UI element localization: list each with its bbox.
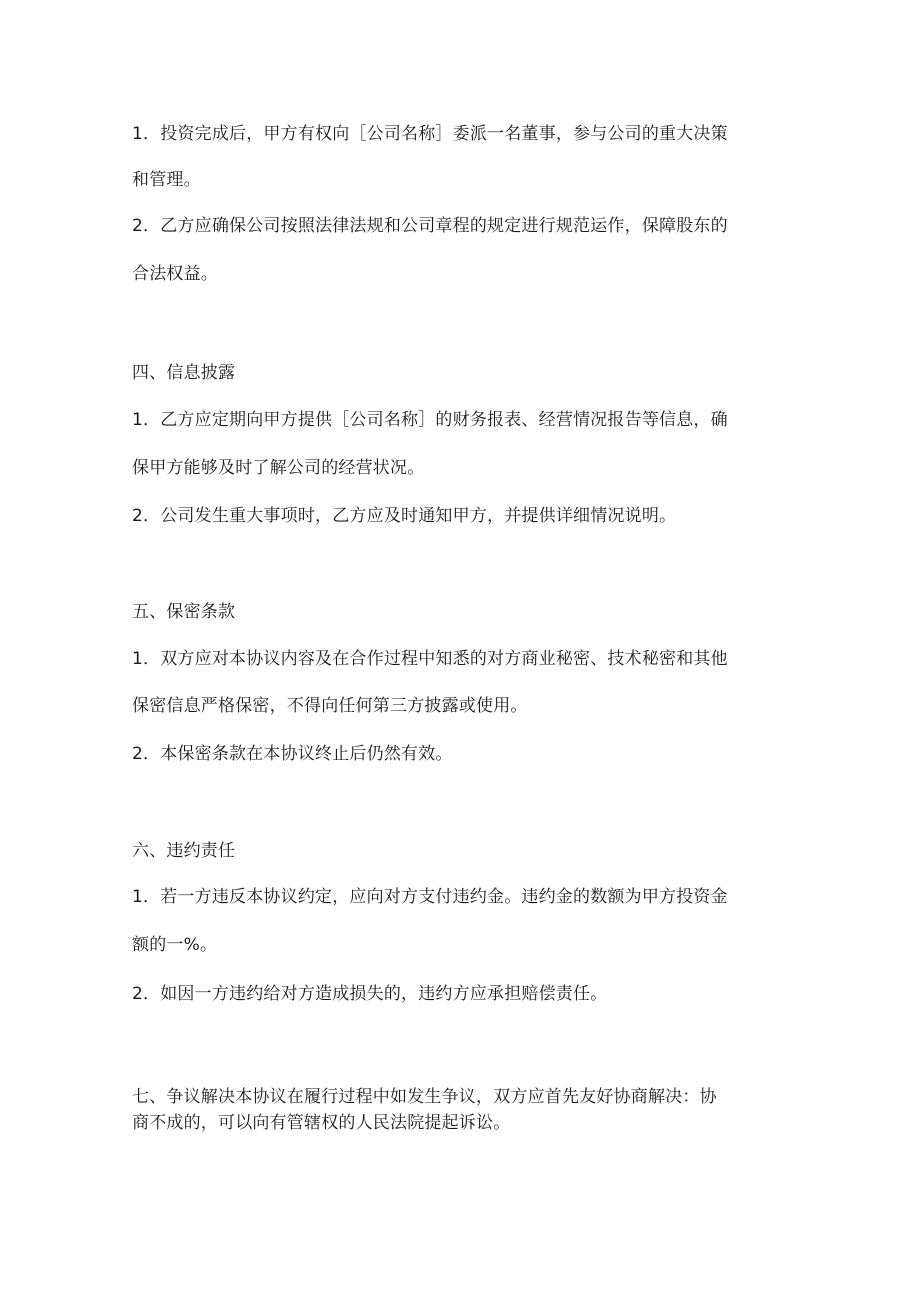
section6-item1-line1: 1．若一方违反本协议约定，应向对方支付违约金。违约金的数额为甲方投资金 [132,887,728,907]
section5-heading: 五、保密条款 [132,602,236,622]
section3-item1-line2: 和管理。 [132,170,201,190]
section3-item1-line1: 1．投资完成后，甲方有权向［公司名称］委派一名董事，参与公司的重大决策 [132,124,728,144]
section4-item1-line2: 保甲方能够及时了解公司的经营状况。 [132,458,425,478]
section7-line2: 商不成的，可以向有管辖权的人民法院提起诉讼。 [132,1113,511,1133]
section4-heading: 四、信息披露 [132,363,236,383]
section3-item2-line2: 合法权益。 [132,264,218,284]
section5-item1-line1: 1．双方应对本协议内容及在合作过程中知悉的对方商业秘密、技术秘密和其他 [132,649,728,669]
section5-item2-line1: 2．本保密条款在本协议终止后仍然有效。 [132,744,453,764]
section6-item1-line2: 额的一%。 [132,935,218,955]
section7-line1: 七、争议解决本协议在履行过程中如发生争议，双方应首先友好协商解决：协 [132,1087,717,1107]
section3-item2-line1: 2．乙方应确保公司按照法律法规和公司章程的规定进行规范运作，保障股东的 [132,216,728,236]
section5-item1-line2: 保密信息严格保密，不得向任何第三方披露或使用。 [132,696,528,716]
section4-item1-line1: 1．乙方应定期向甲方提供［公司名称］的财务报表、经营情况报告等信息，确 [132,410,728,430]
section6-item2-line1: 2．如因一方违约给对方造成损失的，违约方应承担赔偿责任。 [132,984,608,1004]
section6-heading: 六、违约责任 [132,841,236,861]
section4-item2-line1: 2．公司发生重大事项时，乙方应及时通知甲方，并提供详细情况说明。 [132,506,677,526]
